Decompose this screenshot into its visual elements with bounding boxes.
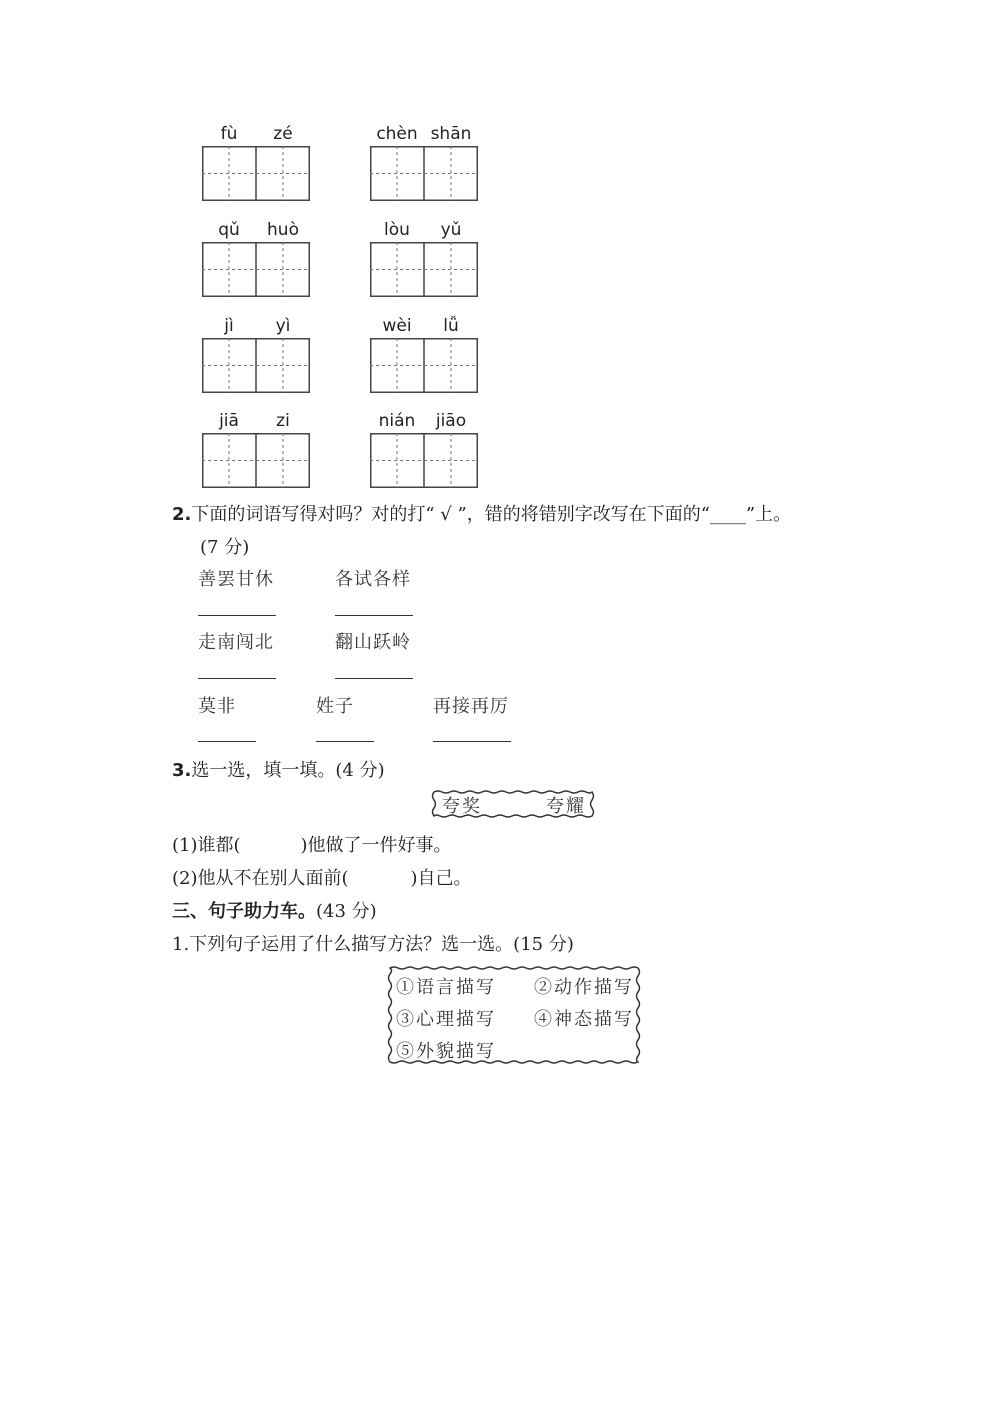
pinyin-syllable: zi [276, 411, 290, 431]
pinyin-syllable: huò [267, 220, 299, 240]
q3-sentence-2 [172, 864, 472, 890]
method-option: ④神态描写 [534, 1009, 634, 1030]
s3-q1-option-box [386, 965, 642, 1065]
q3-title [172, 756, 385, 782]
writing-grid-fu-ze[interactable] [202, 146, 310, 201]
pinyin-syllable: qǔ [218, 220, 240, 240]
writing-grid-wei-lv[interactable] [370, 338, 478, 393]
q2-answer-blank[interactable] [335, 678, 413, 679]
tian-grid-lines [370, 242, 478, 297]
tian-grid-lines [370, 338, 478, 393]
pinyin-syllable: jiā [219, 411, 239, 431]
method-option: ①语言描写 [396, 977, 496, 998]
q2-answer-blank[interactable] [198, 741, 256, 742]
pinyin-lou-yu [370, 220, 478, 242]
tian-grid-lines [370, 433, 478, 488]
q2-title [172, 500, 791, 526]
pinyin-syllable: lǚ [443, 316, 459, 336]
pinyin-syllable: yǔ [440, 220, 462, 240]
pinyin-ji-yi [202, 316, 310, 338]
method-option: ②动作描写 [534, 977, 634, 998]
q2-word: 各试各样 [335, 569, 411, 590]
tian-grid-lines [202, 433, 310, 488]
tian-grid-lines [202, 242, 310, 297]
pinyin-syllable: lòu [384, 220, 410, 240]
pinyin-syllable: nián [378, 411, 416, 431]
q2-answer-blank[interactable] [198, 615, 276, 616]
writing-grid-nian-jiao[interactable] [370, 433, 478, 488]
q3-option: 夸耀 [546, 796, 586, 817]
pinyin-syllable: wèi [382, 316, 412, 336]
tian-grid-lines [370, 146, 478, 201]
q2-word: 姓子 [316, 696, 354, 717]
q2-points: (7 分) [200, 537, 250, 558]
q2-answer-blank[interactable] [198, 678, 276, 679]
section-3-title [172, 897, 377, 923]
writing-grid-qu-huo[interactable] [202, 242, 310, 297]
pinyin-fu-ze [202, 124, 310, 146]
tian-grid-lines [202, 338, 310, 393]
pinyin-syllable: zé [273, 124, 293, 144]
pinyin-syllable: yì [275, 316, 291, 336]
q3-s2-before: (2)他从不在别人面前( [172, 868, 349, 889]
pinyin-syllable: shān [430, 124, 472, 144]
q3-word-box [430, 789, 596, 819]
q2-word: 善罢甘休 [198, 569, 274, 590]
pinyin-syllable: chèn [376, 124, 418, 144]
pinyin-jia-zi [202, 411, 310, 433]
q2-word: 再接再厉 [433, 696, 509, 717]
q3-option: 夸奖 [442, 796, 482, 817]
q3-s2-after: )自己。 [410, 868, 472, 889]
method-option: ③心理描写 [396, 1009, 496, 1030]
s3-q1-title: 1.下列句子运用了什么描写方法？选一选。(15 分) [172, 934, 574, 955]
q3-title-text: 选一选，填一填。(4 分) [191, 760, 385, 781]
q2-word: 走南闯北 [198, 632, 274, 653]
q2-answer-blank[interactable] [335, 615, 413, 616]
q2-word: 莫非 [198, 696, 236, 717]
pinyin-syllable: fù [220, 124, 238, 144]
pinyin-syllable: jiāo [435, 411, 467, 431]
q2-title-text: 下面的词语写得对吗？对的打“ √ ”，错的将错别字改写在下面的“____”上。 [191, 504, 792, 525]
section-3-heading: 三、句子助力车。 [172, 901, 316, 922]
q3-sentence-1 [172, 831, 452, 857]
writing-grid-lou-yu[interactable] [370, 242, 478, 297]
q3-s1-after: )他做了一件好事。 [300, 835, 452, 856]
pinyin-syllable: jì [224, 316, 234, 336]
q3-s1-before: (1)谁都( [172, 835, 241, 856]
section-3-points: (43 分) [316, 901, 377, 922]
method-option: ⑤外貌描写 [396, 1041, 496, 1062]
pinyin-nian-jiao [370, 411, 478, 433]
pinyin-qu-huo [202, 220, 310, 242]
q2-number: 2. [172, 504, 192, 525]
writing-grid-ji-yi[interactable] [202, 338, 310, 393]
q2-answer-blank[interactable] [316, 741, 374, 742]
writing-grid-chen-shan[interactable] [370, 146, 478, 201]
writing-grid-jia-zi[interactable] [202, 433, 310, 488]
pinyin-chen-shan [370, 124, 478, 146]
q3-number: 3. [172, 760, 192, 781]
pinyin-wei-lv [370, 316, 478, 338]
tian-grid-lines [202, 146, 310, 201]
q2-answer-blank[interactable] [433, 741, 511, 742]
q2-word: 翻山跃岭 [335, 632, 411, 653]
